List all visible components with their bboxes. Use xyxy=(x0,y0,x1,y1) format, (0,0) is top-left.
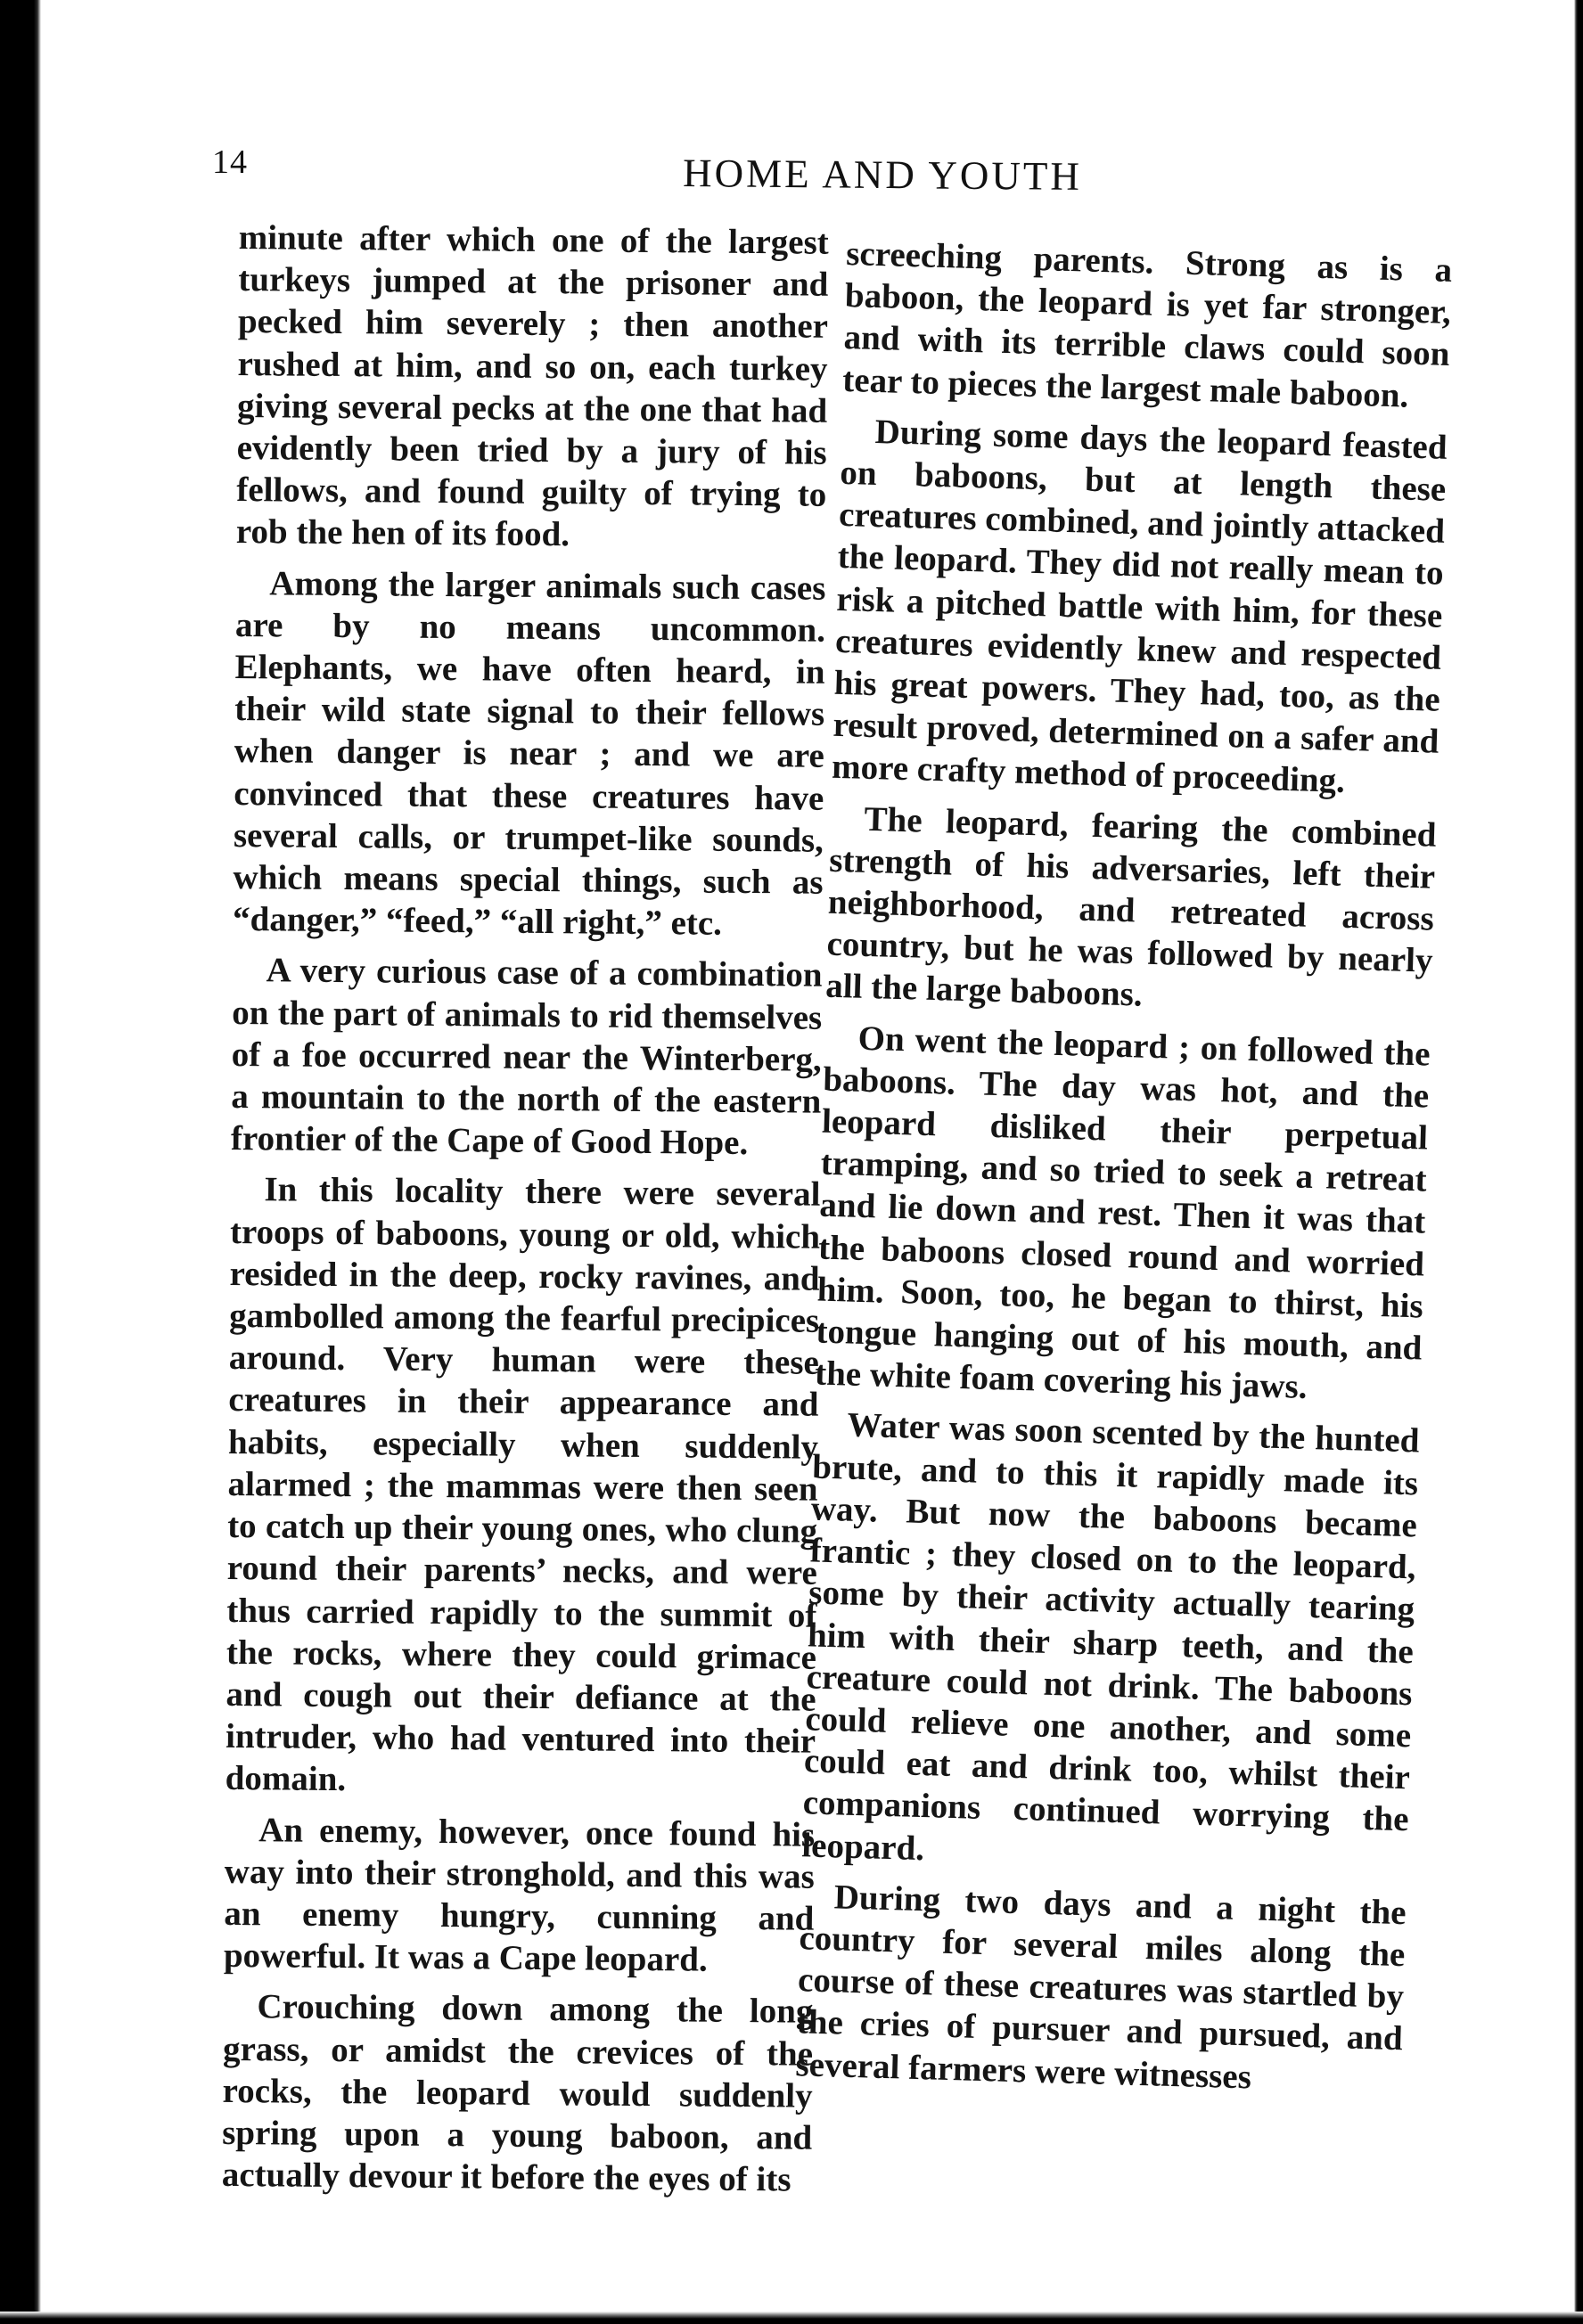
paragraph: On went the leopard ; on followed the baboons. The day was hot, and the leopard disliked their perpetual tramping, and so tried to seek a retreat and lie down and rest. Then it was that the baboons closed round and worried him. Soon, too, he began to thirst, his tongue hanging out of his mouth, and the white foam covering his jaws. xyxy=(814,1019,1431,1407)
scan-border-left xyxy=(0,0,41,2324)
paragraph: The leopard, fearing the combined strength of his adversaries, left their neighborhood, and retreated across country, but he was followed by nearly all the large baboons. xyxy=(824,799,1437,1015)
running-head: HOME AND YOUTH xyxy=(682,151,1083,199)
scan-border-bottom xyxy=(0,2312,1583,2324)
paragraph: During two days and a night the country for several miles along the course of these creatures was startled by the cries of pursuer and pursued, and several farmers were witnesses xyxy=(794,1878,1407,2097)
right-column xyxy=(795,233,1453,2111)
left-column xyxy=(222,217,829,2210)
paragraph: screeching parents. Strong as is a baboon, the leopard is yet far stronger, and with its terrible claws could soon tear to pieces the largest male baboon. xyxy=(841,233,1453,415)
paragraph: Among the larger animals such cases are by no means uncommon. Elephants, we have often heard, in their wild state signal to their fellows when danger is near ; and we are convinced that these creatures have several calls, or trumpet-like sounds, which means special things, such as “danger,” “feed,” “all right,” etc. xyxy=(232,563,826,944)
scan-border-right xyxy=(1574,0,1583,2324)
paragraph: During some days the leopard feasted on baboons, but at length these creatures combined, and jointly attacked the leopard. They did not really mean to risk a pitched battle with him, for these creatures evidently knew and respected his great powers. They had, too, as the result proved, determined on a safer and more crafty method of proceeding. xyxy=(831,412,1448,801)
paragraph: Water was soon scented by the hunted brute, and to this it rapidly made its way. But now the baboons became frantic ; they closed on to the leopard, some by their activity actually tearing him with their sharp teeth, and the creature could not drink. The baboons could relieve one another, and some could eat and drink too, whilst their companions continued worrying the leopard. xyxy=(800,1406,1420,1868)
paragraph: In this locality there were several troops of baboons, young or old, which resided in the deep, rocky ravines, and gambolled among the fearful precipices around. Very human were these creatures in their appearance and habits, especially when suddenly alarmed ; the mammas were then seen to catch up their young ones, who clung round their parents’ necks, and were thus carried rapidly to the summit of the rocks, where they could grimace and cough out their defiance at the intruder, who had ventured into their domain. xyxy=(225,1170,821,1799)
page-number: 14 xyxy=(212,143,248,181)
paragraph: A very curious case of a combination on the part of animals to rid themselves of a foe occurred near the Winterberg, a mountain to the north of the eastern frontier of the Cape of Good Hope. xyxy=(230,951,823,1163)
paragraph: minute after which one of the largest turkeys jumped at the prisoner and pecked him severely ; then another rushed at him, and so on, each turkey giving several pecks at the one that had evidently been tried by a jury of his fellows, and found guilty of trying to rob the hen of its food. xyxy=(235,217,829,554)
paragraph: An enemy, however, once found his way into their stronghold, and this was an enemy hungry, cunning and powerful. It was a Cape leopard. xyxy=(223,1810,816,1979)
paragraph: Crouching down among the long grass, or amidst the crevices of the rocks, the leopard would suddenly spring upon a young baboon, and actually devour it before the eyes of its xyxy=(221,1987,814,2199)
